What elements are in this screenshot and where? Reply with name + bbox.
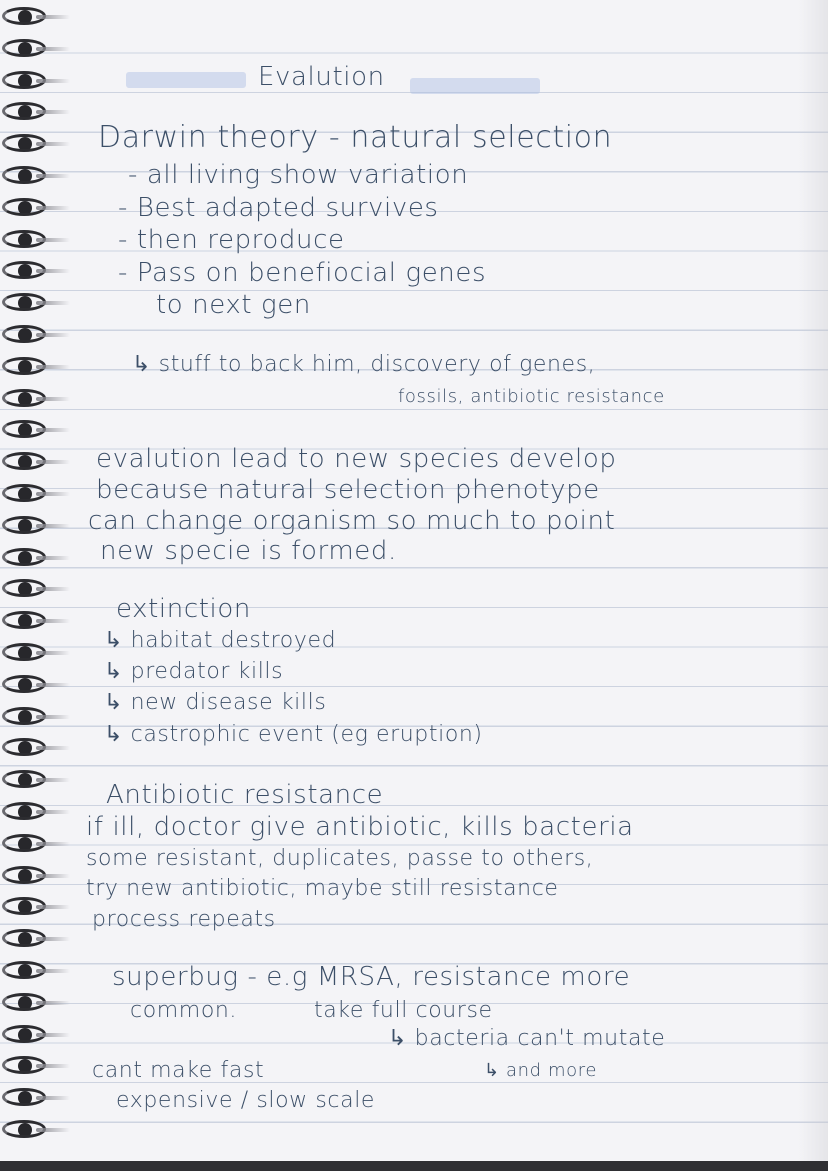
spiral-ring — [0, 386, 72, 412]
antibiotic-line-4: process repeats — [92, 907, 276, 932]
ring-wire — [36, 842, 70, 846]
spiral-ring — [0, 894, 72, 920]
spiral-ring — [0, 608, 72, 634]
ring-wire — [36, 746, 70, 750]
spiral-ring — [0, 36, 72, 62]
title-highlight-right — [410, 78, 540, 94]
superbug-note-1: take full course — [314, 998, 493, 1023]
spiral-ring — [0, 767, 72, 793]
ring-wire — [36, 810, 70, 814]
antibiotic-line-3: try new antibiotic, maybe still resistance — [86, 876, 559, 901]
superbug-note-2: ↳ bacteria can't mutate — [388, 1026, 666, 1051]
spiral-ring — [0, 799, 72, 825]
ring-wire — [36, 651, 70, 655]
spiral-ring — [0, 958, 72, 984]
superbug-line-2: common. — [130, 998, 238, 1023]
ring-wire — [36, 110, 70, 114]
ring-wire — [36, 79, 70, 83]
ring-wire — [36, 206, 70, 210]
extinction-item-3: ↳ new disease kills — [104, 690, 327, 715]
superbug-note-3: ↳ and more — [484, 1060, 598, 1081]
spiral-ring — [0, 227, 72, 253]
darwin-heading: Darwin theory - natural selection — [98, 120, 613, 155]
spiral-ring — [0, 1117, 72, 1143]
species-line-3: can change organism so much to point — [88, 506, 616, 536]
ring-wire — [36, 301, 70, 305]
spiral-ring — [0, 290, 72, 316]
ring-wire — [36, 1128, 70, 1132]
ring-wire — [36, 969, 70, 973]
species-line-1: evalution lead to new species develop — [96, 444, 617, 474]
darwin-point-3: - then reproduce — [118, 225, 345, 255]
ring-wire — [36, 1064, 70, 1068]
ring-wire — [36, 619, 70, 623]
spiral-ring — [0, 417, 72, 443]
page-title: Evalution — [258, 62, 385, 92]
page-shadow — [798, 0, 828, 1171]
spiral-ring — [0, 926, 72, 952]
spiral-ring — [0, 131, 72, 157]
darwin-point-2: - Best adapted survives — [118, 193, 439, 223]
ring-wire — [36, 333, 70, 337]
spiral-ring — [0, 258, 72, 284]
antibiotic-line-2: some resistant, duplicates, passe to others, — [86, 846, 594, 871]
spiral-ring — [0, 990, 72, 1016]
spiral-ring — [0, 163, 72, 189]
ring-wire — [36, 142, 70, 146]
species-line-4: new specie is formed. — [100, 536, 397, 566]
ring-wire — [36, 238, 70, 242]
ring-wire — [36, 1096, 70, 1100]
ring-wire — [36, 1033, 70, 1037]
spiral-ring — [0, 68, 72, 94]
spiral-ring — [0, 99, 72, 125]
spiral-ring — [0, 1022, 72, 1048]
spiral-ring — [0, 672, 72, 698]
spiral-binding — [0, 0, 90, 1171]
ring-wire — [36, 683, 70, 687]
species-line-2: because natural selection phenotype — [96, 475, 600, 505]
darwin-support-2: fossils, antibiotic resistance — [398, 386, 665, 407]
ring-wire — [36, 47, 70, 51]
extinction-item-2: ↳ predator kills — [104, 659, 284, 684]
ring-wire — [36, 460, 70, 464]
ring-wire — [36, 937, 70, 941]
ring-wire — [36, 874, 70, 878]
darwin-support-1: ↳ stuff to back him, discovery of genes, — [132, 352, 596, 377]
spiral-ring — [0, 354, 72, 380]
antibiotic-heading: Antibiotic resistance — [106, 780, 384, 810]
spiral-ring — [0, 640, 72, 666]
extinction-item-1: ↳ habitat destroyed — [104, 628, 337, 653]
ring-wire — [36, 905, 70, 909]
spiral-ring — [0, 4, 72, 30]
spiral-ring — [0, 195, 72, 221]
ring-wire — [36, 269, 70, 273]
antibiotic-line-1: if ill, doctor give antibiotic, kills bacteria — [86, 812, 634, 842]
extinction-item-4: ↳ castrophic event (eg eruption) — [104, 722, 483, 747]
ring-wire — [36, 715, 70, 719]
extinction-heading: extinction — [116, 594, 251, 624]
darwin-point-1: - all living show variation — [128, 160, 469, 190]
spiral-ring — [0, 1085, 72, 1111]
page-bottom-edge — [0, 1161, 828, 1171]
spiral-ring — [0, 449, 72, 475]
darwin-point-4: - Pass on benefiocial genes — [118, 258, 487, 288]
ring-wire — [36, 174, 70, 178]
ring-wire — [36, 365, 70, 369]
spiral-ring — [0, 863, 72, 889]
spiral-ring — [0, 545, 72, 571]
spiral-ring — [0, 1053, 72, 1079]
superbug-line-4: expensive / slow scale — [116, 1088, 376, 1113]
ring-wire — [36, 778, 70, 782]
superbug-line-3: cant make fast — [92, 1058, 265, 1083]
title-highlight-left — [126, 72, 246, 88]
ring-wire — [36, 556, 70, 560]
darwin-point-5: to next gen — [156, 290, 311, 320]
spiral-ring — [0, 576, 72, 602]
ring-wire — [36, 397, 70, 401]
ring-wire — [36, 428, 70, 432]
spiral-ring — [0, 513, 72, 539]
ring-wire — [36, 587, 70, 591]
spiral-ring — [0, 735, 72, 761]
spiral-ring — [0, 322, 72, 348]
spiral-ring — [0, 831, 72, 857]
superbug-line-1: superbug - e.g MRSA, resistance more — [112, 962, 631, 992]
ring-wire — [36, 1001, 70, 1005]
ring-wire — [36, 524, 70, 528]
ring-wire — [36, 492, 70, 496]
ring-wire — [36, 15, 70, 19]
spiral-ring — [0, 481, 72, 507]
spiral-ring — [0, 704, 72, 730]
